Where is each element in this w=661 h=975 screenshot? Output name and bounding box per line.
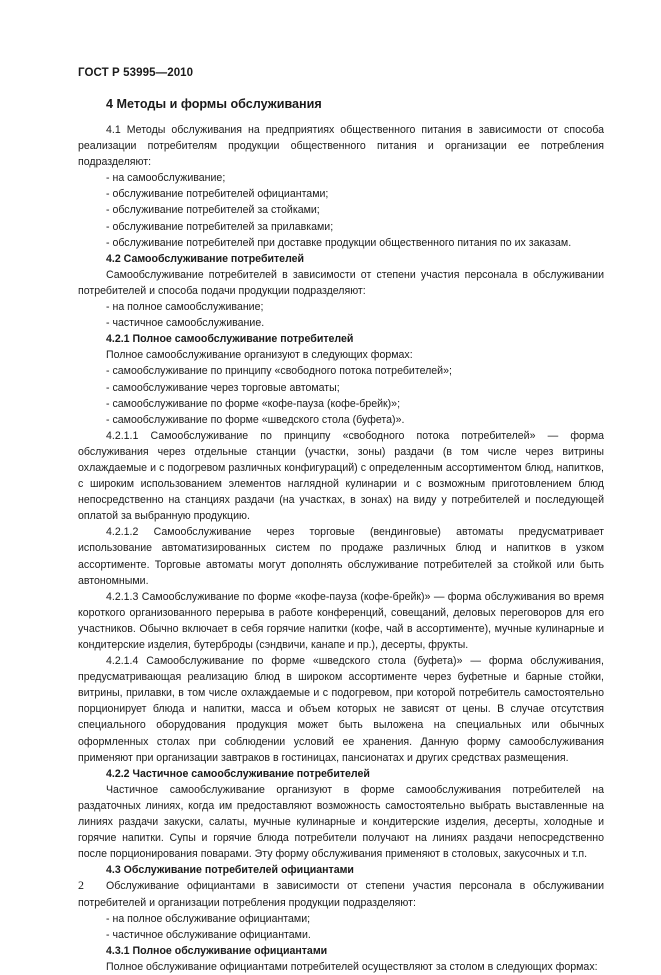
list-item: - на полное самообслуживание;: [106, 301, 264, 314]
paragraph-4-2-1-4: 4.2.1.4 Самообслуживание по форме «шведского стола (буфета)» — форма обслуживания, предусматривающая реализацию блюд в широком ассортименте через буфетные и барные стойки, витрины, прилавки, в том числе охлаждаемые и с подогревом, при которой потребитель самостоятельно порционирует блюда и напитки, масса и объем которых не зависят от цены. В случае отсутствия специального оборудования продукция может быть выложена на специальных или обычных оформленных столах при соблюдении условий ее хранения. Данную форму самообслуживания применяют при организации завтраков в гостиницах, пансионатах и других средствах размещения.: [78, 655, 604, 764]
list-item: - обслуживание потребителей за стойками;: [106, 204, 320, 217]
heading-4-2: 4.2 Самообслуживание потребителей: [106, 252, 305, 265]
list-4-2-1: [78, 363, 604, 427]
list-item: - на самообслуживание;: [106, 172, 226, 185]
list-item: - частичное самообслуживание.: [106, 317, 265, 330]
heading-4-2-1: 4.2.1 Полное самообслуживание потребителей: [106, 333, 354, 346]
list-item: - обслуживание потребителей при доставке продукции общественного питания по их заказам.: [106, 236, 572, 249]
list-item: - на полное обслуживание официантами;: [106, 912, 311, 925]
list-item: - самообслуживание через торговые автоматы;: [106, 381, 340, 394]
list-item: - самообслуживание по форме «шведского стола (буфета)».: [106, 413, 405, 426]
paragraph-4-2-1: Полное самообслуживание организуют в следующих формах:: [106, 349, 413, 362]
list-item: - частичное обслуживание официантами.: [106, 928, 311, 941]
section-title: 4 Методы и формы обслуживания: [106, 97, 322, 111]
paragraph-4-3-1: Полное обслуживание официантами потребителей осуществляют за столом в следующих формах:: [106, 960, 598, 973]
heading-4-3: 4.3 Обслуживание потребителей официантами: [106, 864, 354, 877]
document-id-header: ГОСТ Р 53995—2010: [78, 67, 194, 79]
paragraph-4-2-1-2: 4.2.1.2 Самообслуживание через торговые (вендинговые) автоматы предусматривает использование автоматизированных систем по продаже различных блюд и напитков в узком ассортименте. Торговые автоматы могут дополнять обслуживание потребителей за стойкой или быть автономными.: [78, 526, 604, 587]
page-number: 2: [78, 878, 84, 892]
paragraph-4-2-1-3: 4.2.1.3 Самообслуживание по форме «кофе-пауза (кофе-брейк)» — форма обслуживания во время короткого организованного перерыва в работе конференций, совещаний, деловых переговоров для его участников. Обычно включает в себя горячие напитки (кофе, чай в ассортименте), мучные кулинарные и кондитерские изделия, бутерброды (сэндвичи, канапе и пр.), десерты, фрукты.: [78, 590, 604, 651]
document-body: [78, 96, 604, 975]
list-4-2: [78, 299, 604, 331]
heading-4-3-1: 4.3.1 Полное обслуживание официантами: [106, 944, 328, 957]
list-item: - обслуживание потребителей официантами;: [106, 188, 329, 201]
paragraph-4-2-2: Частичное самообслуживание организуют в форме самообслуживания потребителей на раздаточных линиях, когда им предоставляют возможность самостоятельно выбрать выставленные на линиях раздачи закуски, салаты, мучные кулинарные и кондитерские изделия, десерты, холодные и горячие напитки. Супы и горячие блюда потребители получают на линиях раздачи непосредственно после порционирования поварами. Эту форму обслуживания применяют в столовых, закусочных и т.п.: [78, 783, 604, 861]
paragraph-4-2: Самообслуживание потребителей в зависимости от степени участия персонала в обслуживании потребителей и способа подачи продукции подразделяют:: [78, 268, 604, 297]
heading-4-2-2: 4.2.2 Частичное самообслуживание потребителей: [106, 767, 370, 780]
paragraph-4-3: Обслуживание официантами в зависимости от степени участия персонала в обслуживании потребителей и организации потребления продукции подразделяют:: [78, 880, 604, 909]
paragraph-4-2-1-1: 4.2.1.1 Самообслуживание по принципу «свободного потока потребителей» — форма обслуживания через отдельные станции (участки, зоны) раздачи (в том числе через витрины охлаждаемые и с подогревом различных конфигураций) с определенным ассортиментом блюд, напитков, с широким использованием элементов наглядной кулинарии и с возможным приготовлением блюд непосредственно на станциях раздачи (на участках, в зонах) на виду у потребителей и последующей оплатой за выбранную продукцию.: [78, 429, 604, 523]
list-item: - самообслуживание по форме «кофе-пауза (кофе-брейк)»;: [106, 397, 401, 410]
list-item: - обслуживание потребителей за прилавками;: [106, 220, 334, 233]
list-item: - самообслуживание по принципу «свободного потока потребителей»;: [106, 365, 452, 378]
paragraph-4-1: 4.1 Методы обслуживания на предприятиях общественного питания в зависимости от способа реализации потребителям продукции общественного питания и организации ее потребления подразделяют:: [78, 124, 604, 169]
list-4-3: [78, 911, 604, 943]
list-4-1: [78, 170, 604, 250]
